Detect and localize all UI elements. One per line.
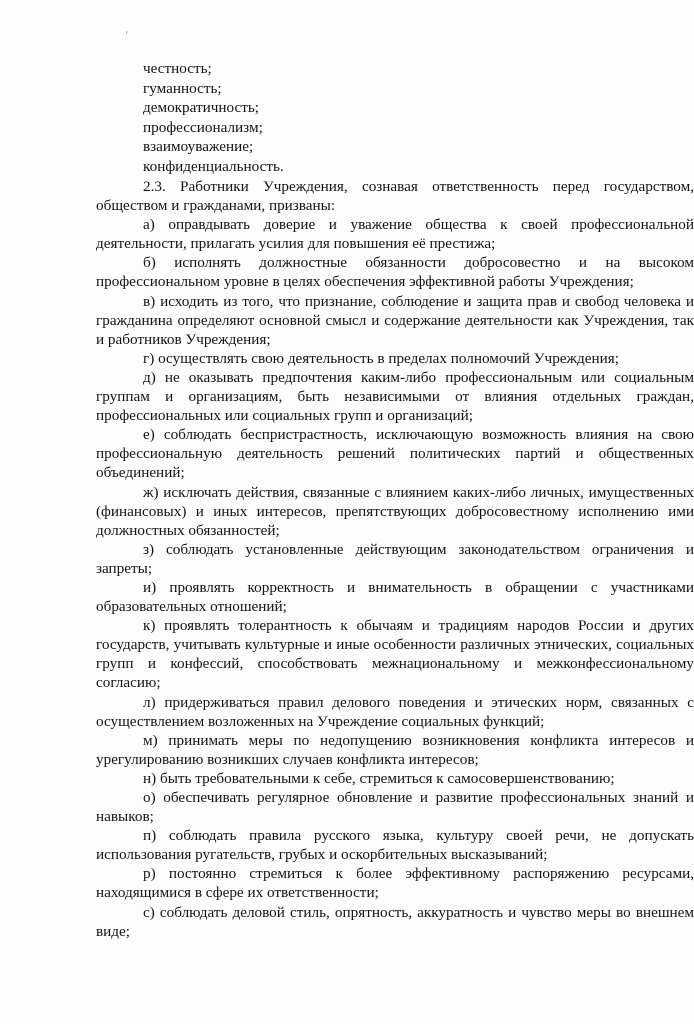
list-item: взаимоуважение;: [143, 138, 254, 156]
clause-a: а) оправдывать доверие и уважение общества к своей профессиональной деятельности, прилагать усилия для повышения её престижа;: [96, 216, 694, 253]
list-item: честность;: [143, 60, 212, 77]
clause-i: и) проявлять корректность и внимательность в обращении с участниками образовательных отношений;: [96, 578, 694, 616]
values-list: [143, 59, 683, 177]
clause-s: с) соблюдать деловой стиль, опрятность, аккуратность и чувство меры во внешнем виде;: [96, 903, 694, 940]
clause-n: н) быть требовательными к себе, стремиться к самосовершенствованию;: [143, 769, 615, 787]
clause-o: о) обеспечивать регулярное обновление и развитие профессиональных знаний и навыков;: [96, 789, 694, 826]
document-body: [96, 177, 694, 941]
page-mark: ': [126, 30, 128, 40]
clause-v: в) исходить из того, что признание, соблюдение и защита прав и свобод человека и гражданина определяют основной смысл и содержание деятельности как Учреждения, так и работников Учреждения;: [96, 292, 694, 348]
clause-d: д) не оказывать предпочтения каким-либо профессиональным или социальным группам и организациям, быть независимыми от влияния отдельных граждан, профессиональных или социальных групп и организаций;: [96, 368, 694, 425]
clause-b: б) исполнять должностные обязанности добросовестно и на высоком профессиональном уровне в целях обеспечения эффективной работы Учреждения;: [96, 254, 694, 291]
clause-e: е) соблюдать беспристрастность, исключающую возможность влияния на свою профессиональную деятельность решений политических партий и общественных объединений;: [96, 426, 694, 482]
section-2-3-intro: 2.3. Работники Учреждения, сознавая ответственность перед государством, обществом и гражданами, призваны:: [96, 178, 694, 215]
clause-m: м) принимать меры по недопущению возникновения конфликта интересов и урегулированию возникших случаев конфликта интересов;: [96, 731, 694, 768]
list-item: гуманность;: [143, 79, 222, 97]
clause-zh: ж) исключать действия, связанные с влиянием каких-либо личных, имущественных (финансовых) и иных интересов, препятствующих добросовестному исполнению ими должностных обязанностей;: [96, 483, 694, 539]
list-item: демократичность;: [143, 99, 260, 117]
clause-k: к) проявлять толерантность к обычаям и традициям народов России и других государств, учитывать культурные и иные особенности различных этнических, социальных групп и конфессий, способствовать межнациональному и межконфессиональному согласию;: [96, 617, 694, 692]
list-item: профессионализм;: [143, 118, 263, 136]
clause-g: г) осуществлять свою деятельность в пределах полномочий Учреждения;: [143, 349, 619, 367]
clause-r: р) постоянно стремиться к более эффективному распоряжению ресурсами, находящимися в сфере их ответственности;: [96, 865, 694, 902]
clause-l: л) придерживаться правил делового поведения и этических норм, связанных с осуществлением возложенных на Учреждение социальных функций;: [96, 693, 694, 730]
clause-z: з) соблюдать установленные действующим законодательством ограничения и запреты;: [96, 540, 694, 577]
clause-p: п) соблюдать правила русского языка, культуру своей речи, не допускать использования ругательств, грубых и оскорбительных высказываний;: [96, 827, 694, 864]
list-item: конфиденциальность.: [143, 157, 284, 175]
